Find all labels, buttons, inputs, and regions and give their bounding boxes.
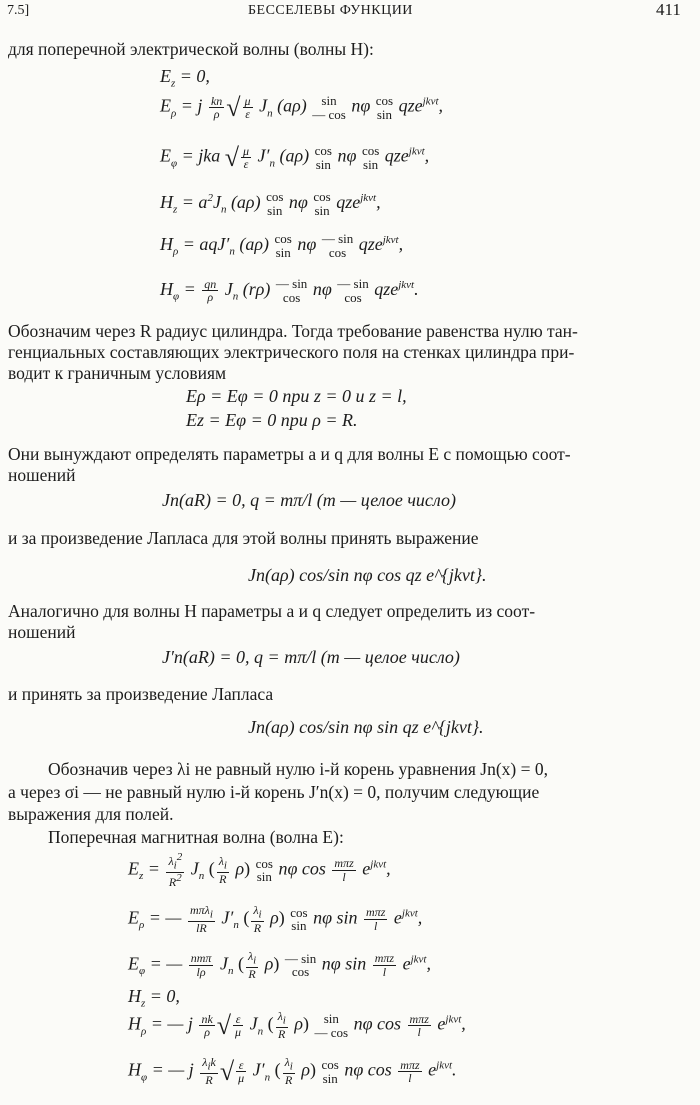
boundary-condition-1: Eρ = Eφ = 0 при z = 0 и z = l, <box>186 386 407 406</box>
roots-paragraph-line-2: а через σi — не равный нулю i-й корень J′n(x) = 0, получим следующие <box>8 782 540 802</box>
boundary-paragraph-line-2: генциальных составляющих электрического поля на стенках цилиндра при- <box>8 342 575 362</box>
wave-h-paragraph-line-2: ношений <box>8 622 76 642</box>
laplace-product-h: Jn(aρ) cos/sin nφ sin qz e^{jkvt}. <box>248 717 484 737</box>
equation-h-hz: $H_z = a^2J_n$ (aρ) cos sin nφ cos sin qze$^{jkvt}$, <box>160 189 381 218</box>
laplace-product-e: Jn(aρ) cos/sin nφ cos qz e^{jkvt}. <box>248 565 487 585</box>
intro-paragraph: для поперечной электрической волны (волны H): <box>8 39 374 59</box>
roots-paragraph-line-1: Обозначив через λi не равный нулю i-й корень уравнения Jn(x) = 0, <box>48 759 548 779</box>
equation-h-hrho: $H_\rho = aqJ'_n$ (aρ) cos sin nφ — sin cos qze$^{jkvt}$, <box>160 231 404 260</box>
equation-e-ephi: $E_\varphi$ = — $\frac{\text{nmπ}}{l\rho}$ $J_n$ ( $\frac{\lambda_i}{R}$ ρ) — sin cos nφ sin $\frac{\text{mπz}}{l}$ $e^{jkvt}$, <box>128 949 431 981</box>
boundary-condition-2: Ez = Eφ = 0 при ρ = R. <box>186 410 358 430</box>
equation-h-ephi: $E_\varphi$ = jka √ $\frac{\mu}{\varepsilon}$ $J'_n$ (aρ) cos sin nφ cos sin qze$^{jkvt}$, <box>160 142 430 172</box>
wave-h-paragraph-line-1: Аналогично для волны H параметры a и q следует определить из соот- <box>8 601 536 621</box>
wave-e-paragraph-line-1: Они вынуждают определять параметры a и q для волны E с помощью соот- <box>8 444 571 464</box>
equation-e-erho: $E_\rho$ = — $\frac{m\pi\lambda_i}{lR}$ $J'_n$ ( $\frac{\lambda_i}{R}$ ρ) cos sin nφ sin $\frac{\text{mπz}}{l}$ $e^{jkvt}$, <box>128 903 423 935</box>
boundary-paragraph-line-1: Обозначим через R радиус цилиндра. Тогда требование равенства нулю тан- <box>8 321 578 341</box>
equation-e-hphi: $H_\varphi$ = — j $\frac{\lambda_ik}{R}$ √ $\frac{\varepsilon}{\mu}$ $J'_n$ ( $\frac{\lambda_i}{R}$ ρ) cos sin nφ cos $\frac{\text{mπz}}{l}$ $e^{jkvt}$. <box>128 1055 457 1088</box>
roots-paragraph-line-3: выражения для полей. <box>8 804 174 824</box>
relation-wave-h: J′n(aR) = 0, q = mπ/l (m — целое число) <box>162 647 460 667</box>
relation-wave-e: Jn(aR) = 0, q = mπ/l (m — целое число) <box>162 490 456 510</box>
laplace-h-paragraph: и принять за произведение Лапласа <box>8 684 274 704</box>
equation-e-ez: $E_z$ = $\frac{\lambda_i^2}{R^2}$ $J_n$ ( $\frac{\lambda_i}{R}$ ρ) cos sin nφ cos $\frac{\text{mπz}}{l}$ $e^{jkvt}$, <box>128 851 391 889</box>
laplace-e-paragraph: и за произведение Лапласа для этой волны принять выражение <box>8 528 479 548</box>
equation-h-hphi: $H_\varphi$ = $\frac{qn}{\rho}$ $J_n$ (rρ) — sin cos nφ — sin cos qze$^{jkvt}$. <box>160 276 419 305</box>
equation-e-hrho: $H_\rho$ = — j $\frac{nk}{\rho}$ √ $\frac{\varepsilon}{\mu}$ $J_n$ ( $\frac{\lambda_i}{R}$ ρ) sin — cos nφ cos $\frac{\text{mπz}}{l}$ $e^{jkvt}$, <box>128 1009 466 1042</box>
equation-h-erho: $E_\rho = j$ $\frac{kn}{\rho}$ √ $\frac{\mu}{\varepsilon}$ $J_n$ (aρ) sin — cos nφ cos sin qze$^{jkvt}$, <box>160 92 444 122</box>
boundary-paragraph-line-3: водит к граничным условиям <box>8 363 227 383</box>
equation-e-hz: $H_z = 0$, <box>128 986 180 1010</box>
section-number: 7.5] <box>7 3 30 18</box>
wave-e-paragraph-line-2: ношений <box>8 465 76 485</box>
running-title: БЕССЕЛЕВЫ ФУНКЦИИ <box>248 3 413 18</box>
equation-h-ez: $E_z = 0$, <box>160 66 210 90</box>
page-number: 411 <box>656 0 681 19</box>
magnetic-wave-heading: Поперечная магнитная волна (волна E): <box>48 827 344 847</box>
